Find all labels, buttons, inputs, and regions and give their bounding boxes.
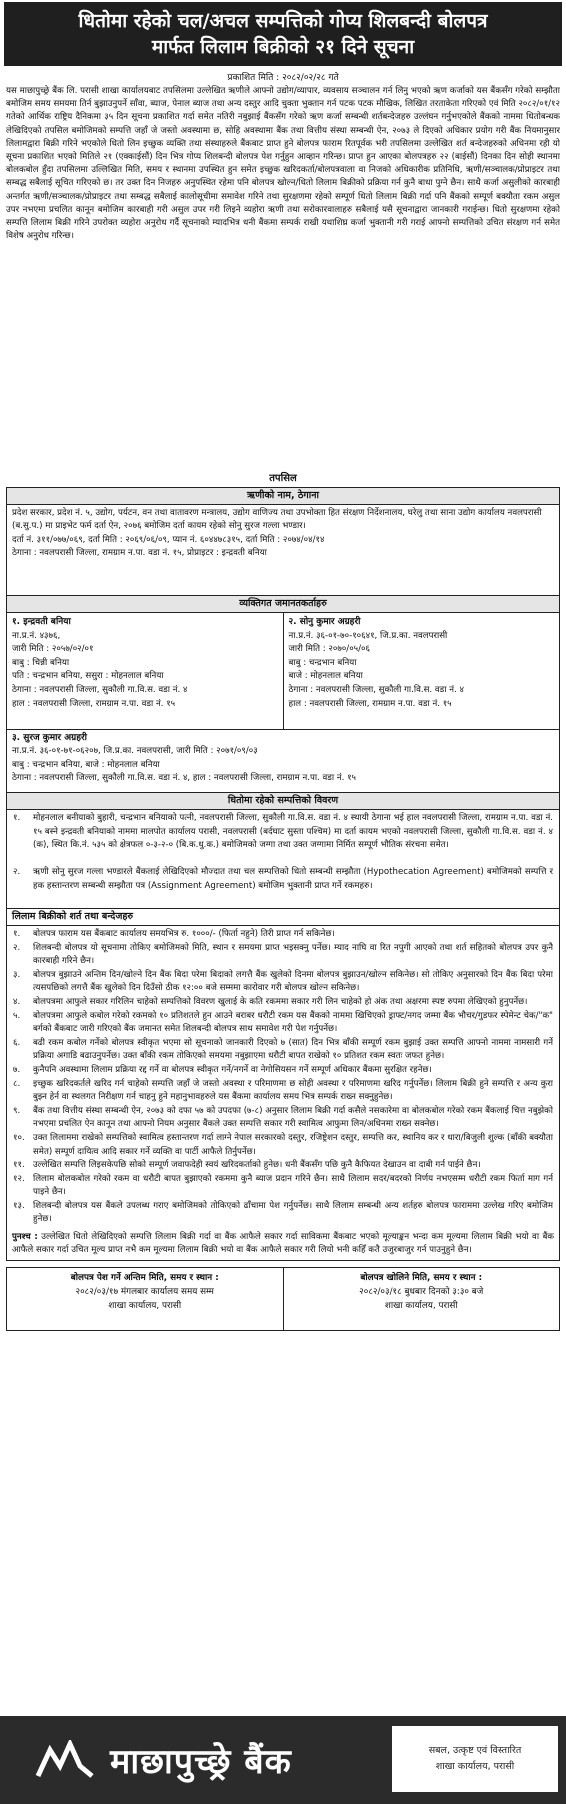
details-table (6, 487, 560, 1261)
item-text: उल्लेखित सम्पत्ति लिइसकेपछि सोको सम्पूर्ण जवाफदेही स्वयं खरिदकर्ताको हुनेछ। धनी बैंकसँग पछि कुनै कैफियत देखाउन वा दाबी गर्न पाईने छैन। (33, 1160, 481, 1171)
item-number: ५. (13, 1010, 21, 1021)
submission-deadline (7, 1268, 283, 1330)
notice-title (4, 2, 562, 66)
guarantor-2-line: जारी मिति : २०७०/०५/०६ (288, 644, 370, 655)
branch-office: शाखा कार्यालय, परासी (435, 1761, 515, 1772)
guarantor-3-name: ३. सुरज कुमार अग्रहरी (12, 733, 87, 743)
guarantor-3-line: बाबु : चन्द्रभान बनिया, बाजे : मोहनलाल बनिया (12, 759, 160, 770)
publish-date: प्रकाशित मिति : २०८२/०२/२८ गते (227, 73, 339, 83)
opening-date: २०८२/०३/१८ बुधबार दिनको ३:३० बजे (359, 1286, 484, 1297)
list-item (13, 1159, 553, 1173)
item-number: ८. (13, 1078, 21, 1089)
deadline-table (6, 1267, 560, 1331)
property-heading: धितोमा रहेको सम्पत्तिको विवरण (7, 792, 559, 810)
submission-date: २०८२/०३/१७ मंगलबार कार्यालय समय सम्म (75, 1286, 214, 1297)
bank-footer (0, 1716, 566, 1804)
list-item (13, 1010, 553, 1037)
slogan-box (392, 1726, 558, 1792)
borrower-registration: प्रदेश सरकार, प्रदेश नं. ५, उद्योग, पर्यटन, वन तथा वातावरण मन्त्रालय, उद्योग वाणिज्य तथा उपभोक्ता हित संरक्षण निर्देशनालय, घरेलु तथा साना उद्योग कार्यालय नवलपरासी (ब.सु.प.) मा प्राइभेट फर्म दर्ता ऐन, २०७६ बमोजिम दर्ता कायम रहेको सोनु सुरज गल्ला भण्डार। (12, 508, 542, 532)
guarantor-1-name: १. इन्द्रवती बनिया (12, 617, 71, 627)
item-text: बैंक तथा वित्तीय संस्था सम्बन्धी ऐन, २०७३ को दफा ५७ को उपदफा (७-८) अनुसार लिलाम बिक्री गर्दा कसैले नसकारेमा वा बोलकबोल गरेको रकम बैंकलाई चित्त नबुझेको नभएमा प्रचलित ऐन कानून तथा आफ्नो नियम अनुसार बैंकले उक्त सम्पत्ति सकार गरी स्वामित्व आफुमा लिन/अधिनमा राख्न सक्नेछ। (33, 1105, 553, 1130)
list-item (13, 996, 553, 1010)
item-text: बोलपत्रमा आफुले कबोल गरेको रकमको १० प्रतिशतले हुन आउने बराबर धरौटी रकम यस बैंकको नाममा खिचिएको ड्राफ्ट/नगद जम्मा बैंक भौचर/गुडफर स्पेमेन्ट चेक/"क" बर्गको बैंकबाट जारी गरिएको बैंक जमानत समेत शिलबन्दी बोलपत्र साथ समावेश गरी पेश गर्नुपर्नेछ। (33, 1010, 553, 1035)
guarantor-1-line: हाल : नवलपरासी जिल्ला, रामग्राम न.पा. वडा नं. १५ (12, 698, 176, 709)
item-number: १३. (13, 1200, 25, 1211)
borrower-details (7, 505, 559, 595)
guarantor-1-line: जारी मिति : २०५७/०२/०१ (12, 644, 94, 655)
item-number: १०. (13, 1132, 25, 1143)
item-text: बोलपत्र बुझाउने अन्तिम दिन/खोल्ने दिन बैंक बिदा परेमा बिदाको लगत्तै बैंक खुलेको दिनमा बोलपत्र बुझाउन/खोल्न सकिनेछ। सो तोकिए अनुसारको दिन बैंक बिदा परेमा त्यसपछिको लगत्तै बैंक खुलेको दिन दिउँसो ठीक १२:०० बजे सम्ममा कारोवार गरी बोलपत्र खोल्न सकिनेछ। (33, 969, 553, 994)
guarantor-2-name: २. सोनु कुमार अग्रहरी (288, 617, 361, 627)
item-number: ७. (13, 1064, 21, 1075)
list-item (13, 969, 553, 996)
conditions-list (7, 926, 559, 1229)
schedule-heading: तपसिल (269, 473, 297, 484)
list-item (13, 812, 553, 866)
guarantor-3-line: ना.प्र.नं. ३६-०१-७१-०६२०७, जि.प्र.का. नवलपरासी, जारी मिति : २०७१/०९/०३ (12, 746, 258, 757)
item-text: मोहनलाल बनीयाको बुहारी, चन्द्रभान बनियाको पत्नी, नवलपरासी जिल्ला, सुकौली गा.वि.स. वडा नं. ४ स्थायी ठेगाना भई हाल नवलपरासी जिल्ला, रामग्राम न.पा. वडा नं. १५ बस्ने इन्द्रवती बनियाको नाममा मालपोत कार्यालय परासी, नवलपरासी (बर्दघाट सुस्ता पश्चिम) मा दर्ता कायम भएको नवलपरासी जिल्ला, सुकौली गा.वि.स. वडा नं. ४ (क), स्थित कि.नं. ५३५ को क्षेत्रफल ०-३-२-० (बि.क.धु.क.) बमोजिमको जग्गा तथा उक्त जग्गामा निर्मित सम्पूर्ण भौतिक संरचना समेत। (33, 813, 553, 851)
title-line-1: धितोमा रहेको चल/अचल सम्पत्तिको गोप्य शिलबन्दी बोलपत्र (78, 10, 488, 32)
title-line-2: मार्फत लिलाम बिक्रीको २१ दिने सूचना (151, 36, 415, 58)
list-item (13, 1173, 553, 1200)
item-number: ९. (13, 1105, 21, 1116)
guarantor-1 (7, 613, 283, 729)
notice-page (0, 2, 566, 1804)
list-item (13, 1105, 553, 1132)
postscript-label: पुनश्च : (12, 1232, 38, 1243)
list-item (13, 1064, 553, 1078)
bank-slogan: सबल, उत्कृष्ट एवं विस्तारित (428, 1745, 522, 1756)
item-number: ३. (13, 969, 21, 980)
guarantor-2-line: हाल : नवलपरासी जिल्ला, रामग्राम न.पा. वडा नं. १५ (288, 698, 452, 709)
conditions-heading: लिलाम बिक्रीको शर्त तथा बन्देजहरु (7, 908, 559, 926)
item-text: शिलबन्दी बोलपत्र यस बैंकले उपलब्ध गराए बमोजिमको तोकिएको ढाँचामा पेश गर्नुपर्नेछ। साथै लिलाम सम्बन्धी अन्य शर्तहरु बोलपत्र फाराममा उल्लेख गरिए बमोजिम हुनेछ। (33, 1200, 553, 1225)
guarantor-1-line: ना.प्र.नं. ४३७६, (12, 630, 61, 641)
item-text: इच्छुक खरिदकर्तले खरिद गर्न चाहेको सम्पत्ति जहाँ जे जस्तो अवस्था र परिमाणमा छ सोही अवस्था र परिमाणमा खरिद गर्नुपर्नेछ। लिलाम बिक्री हुने सम्पत्ति र अन्य कुरा बुझ्न हेर्न वा स्थलगत निरीक्षण गर्न चाहनु हुने महानुभावहरुले यस बैंकमा कार्यालय समय भित्र सम्पर्क राख्न सक्नुहुनेछ। (33, 1078, 553, 1103)
item-number: २. (13, 867, 21, 877)
guarantor-2-line: ठेगाना : नवलपरासी जिल्ला, सुकौली गा.वि.स. वडा नं. ४ (288, 684, 464, 695)
opening-label: बोलपत्र खोलिने मिति, समय र स्थान : (360, 1272, 483, 1283)
guarantor-2 (283, 613, 560, 729)
borrower-reg-numbers: दर्ता नं. ३११/०७७/०६९, दर्ता मिति : २०६९/०६/०९, प्यान नं. ६०४४७८३१५, दर्ता मिति : २०७४/०४/१४ (12, 534, 325, 545)
machhapuchchhre-mountain-logo-icon (34, 1740, 96, 1780)
list-item (13, 942, 553, 969)
item-text: उक्त लिलाममा राखेको सम्पत्तिको स्वामित्व हस्तान्तरण गर्दा लाग्ने नेपाल सरकारको दस्तुर, रजिष्ट्रेशन दस्तुर, सम्पत्ति कर, स्थानिय कर र धारा/बिजुली शुल्क (बाँकी बक्यौता समेत) सम्पूर्ण दायित्व आदि सकार गर्ने व्यक्ति वा पार्टी आफैले तिर्नुपर्नेछ। (33, 1132, 553, 1157)
list-item (13, 866, 553, 906)
property-list (7, 810, 559, 908)
item-number: १. (13, 813, 21, 823)
postscript-note (7, 1229, 559, 1260)
list-item (13, 928, 553, 942)
property-section (7, 792, 559, 908)
guarantor-3 (7, 730, 559, 792)
guarantor-1-line: ठेगाना : नवलपरासी जिल्ला, सुकौली गा.वि.स. वडा नं. ४ (12, 684, 188, 695)
guarantors-row (7, 613, 559, 730)
item-number: १२. (13, 1173, 25, 1184)
intro-paragraph: यस माछापुच्छ्रे बैंक लि. परासी शाखा कार्यालयबाट तपसिलमा उल्लेखित ऋणीले आफ्नो उद्योग/व्यापार, व्यवसाय सञ्चालन गर्न लिनु भएको ऋण कर्जाको यस बैंकसँग गरेको सम्झौता बमोजिम समय समयमा तिर्न बुझाउनुपर्ने साँवा, ब्याज, पेनाल ब्याज तथा अन्य दस्तुर आदि चुक्ता भुक्तान गर्न पटक पटक मौखिक, लिखित तरताकेता गरिएको एवं मिति २०८२/०१/१२ गतेको आर्थिक राष्ट्रिय दैनिकमा ३५ दिन सूचना प्रकाशित गर्दा समेत नतिरी नबुझाई बैंकसँग गरेको ऋण कर्जा सम्बन्धी शर्तबन्देजहरु उल्लंघन गर्नुभएकोले बैंकको नाममा धितोबन्धक लेखिदिएको तपसिल बमोजिमको सम्पत्ति जहाँ जे जस्तो अवस्थामा छ, सोहि अवस्थामा बैंक तथा वित्तीय संस्था सम्बन्धी ऐन, २०७३ ले दिएको अधिकार प्रयोग गरी बैंक नियमानुसार लिलामद्वारा बिक्री गरिने भएकोले धितो लिन इच्छुक व्यक्ति तथा संस्थाहरुले बैंकबाट प्राप्त हुने बोलपत्र फाराम रितपूर्वक भरी तपसिलमा उल्लेखित शर्त बन्देजहरुको अधिनमा रही यो सूचना प्रकाशित भएको मितिले २१ (एक्काईसौं) दिन भित्र गोप्य शिलबन्दी बोलपत्र पेश गर्नुहुन आव्हान गरिन्छ। प्राप्त हुन आएका बोलपत्रहरु २२ (बाईसौं) दिनका दिन सोही स्थानमा बोलकबोल हुँदा तपसिलमा उल्लिखित मिति, समय र स्थानमा उपस्थित हुन समेत इच्छुक खरिदकर्ता/बोलपत्रवाला वा निजको अधिकारीक प्रतिनिधि, ऋणी/सञ्चालक/प्रोप्राइटर तथा सम्बद्ध सबैलाई सूचित गरिएको छ। तर उक्त दिन निजहरु अनुपस्थित रहेमा पनि बोलपत्र खोल्न/धितो लिलाम बिक्रीको प्रक्रिया गर्न कुनै बाधा पुग्ने छैन। साथै कर्जा असुलीको कारबाही अन्तर्गत ऋणी/सञ्चालक/प्रोप्राइटर तथा सम्बद्ध सबैलाई कालोसूचीमा समावेश गरिने तथा सुरक्षणमा रहेको सम्पूर्ण धितो लिलाम बिक्री गर्दा पनि बैंकको सम्पूर्ण बक्यौता रकम असुल उपर नभएमा प्रचलित कानून बमोजिम कारबाही गरी असुल उपर गरी लिइने व्यहोरा ऋणी तथा सरोकारवालाहरु सबैलाई यसै सूचनाद्वारा जानकारी गराईन्छ। धितो सुरक्षणमा रहेको सम्पत्ति लिलाम बिक्री गरिने उपरोक्त व्यहोरा अनुरोध गर्दै सूचनाको म्यादभित्र धनी बैंकमा सम्पर्क राखी यथाशिघ्र कर्जा भुक्तानी गरी गराई आफ्नो सम्पत्तिको उचित संरक्षण गर्न समेत विशेष अनुरोध गरिन्छ। (6, 86, 560, 242)
postscript-text: उल्लेखित धितो लेखिदिएको सम्पत्ति लिलाम बिक्री गर्दा वा बैंक आफैले सकार गर्दा साविकमा बैंकबाट भएको मूल्याङ्कन भन्दा कम मूल्यमा लिलाम बिक्री भयो वा बैंक आफैले सकार गर्दा उचित मूल्य प्राप्त नभै कम मूल्यमा लिलाम बिक्री भयो वा बैंक आफैले सकार गरी लियो भनी कहिँ कतै उजुरबाजुर गर्न पाउनुहुने छैन। (12, 1232, 554, 1256)
item-text: लिलाम बोलकबोल गरेको रकम वा धरौटी बापत बुझाएको रकममा कुनै ब्याज प्रदान गरिने छैन। साथै लिलाम सदर/बदरको निर्णय नभएसम्म धरौटी रकम फिर्ता माग गर्न पाइने छैन। (33, 1173, 553, 1198)
item-text: कुनैपनि अवस्थामा लिलाम प्रक्रिया रद्द गर्ने वा बोलपत्र स्वीकृत गर्ने/नगर्ने वा नेगोसियसन गर्ने सम्पूर्ण अधिकार बैंकमा सुरक्षित रहनेछ। (33, 1064, 432, 1075)
guarantor-1-line: बाबु : चिन्नी बनिया (12, 657, 70, 668)
item-text: शिलबन्दी बोलपत्र यो सूचनामा तोकिए बमोजिमको मिति, स्थान र समयमा प्राप्त भइसक्नु पर्नेछ। म्याद नाघि वा रित नपुगी आएको तथा शर्त सहितको बोलपत्र उपर कुनै कारबाही गरिने छैन। (33, 942, 553, 967)
submission-label: बोलपत्र पेश गर्ने अन्तिम मिति, समय र स्थान : (70, 1272, 219, 1283)
list-item (13, 1078, 553, 1105)
guarantor-3-line: ठेगाना : नवलपरासी जिल्ला, सुकौली गा.वि.स. वडा नं. ४, हाल : नवलपरासी जिल्ला, रामग्राम न.पा. वडा नं. १५ (12, 773, 357, 784)
item-text: बढी रकम कबोल गर्नेको बोलपत्र स्वीकृत भएमा सो सूचनाको जानकारी दिएको ७ (सात) दिन भित्र बाँकी सम्पूर्ण रकम बुझाई उक्त सम्पत्ति आफ्नो नाममा नामसारी गर्ने प्रक्रिया अगाडि बढाउनुपर्नेछ। उक्त बाँकी रकम तोकिएको समयमा नबुझाएमा धरौटी बापत राखेको १० प्रतिशत रकम स्वतः जफत हुनेछ। (33, 1037, 553, 1062)
borrower-address: ठेगाना : नवलपरासी जिल्ला, रामग्राम न.पा. वडा नं. १५, प्रोप्राइटर : इन्द्रवती बनिया (12, 548, 267, 559)
borrower-heading: ऋणीको नाम, ठेगाना (7, 488, 559, 505)
guarantors-heading: व्यक्तिगत जमानतकर्ताहरु (7, 595, 559, 613)
list-item (13, 1037, 553, 1064)
guarantor-2-line: बाबु : चन्द्रभान बनिया (288, 657, 357, 668)
guarantor-1-line: पति : चन्द्रभान बनिया, ससुरा : मोहनलाल बनिया (12, 671, 164, 682)
list-item (13, 1200, 553, 1227)
bank-name: माछापुच्छ्रे बैंक (110, 1742, 292, 1782)
item-number: २. (13, 942, 21, 953)
opening-place: शाखा कार्यालय, परासी (384, 1300, 458, 1311)
item-number: ६. (13, 1037, 21, 1048)
item-number: ११. (13, 1160, 25, 1171)
guarantor-2-line: ना.प्र.नं. ३६-०१-७०-१०६४१, जि.प्र.का. नवलपरासी (288, 630, 448, 641)
item-text: बोलपत्रमा आफुले सकार गरिलिन चाहेको सम्पत्तिको विवरण खुलाई के कति रकममा सकार गरी लिन चाहेको हो अंक तथा अक्षरमा स्पष्ट रुपमा लेखिएको हुनुपर्नेछ। (33, 996, 528, 1007)
guarantor-2-line: बाजे : मोहनलाल बनिया (288, 671, 363, 682)
item-text: बोलपत्र फाराम यस बैंकबाट कार्यालय समयभित्र रु. १०००/- (फिर्ता नहुने) तिरी प्राप्त गर्न सकिनेछ। (33, 929, 335, 939)
item-text: ऋणी सोनु सुरज गल्ला भण्डारले बैंकलाई लेखिदिएको मौज्दात तथा चल सम्पत्तिको धितो सम्बन्धी सम्झौता (Hypothecation Agreement) बमोजिमको सम्पत्ति र हक हस्तान्तरण सम्बन्धी सम्झौता पत्र (Assignment Agreement) बमोजिम भुक्तानी प्राप्त गर्ने रकमहरु। (33, 867, 553, 891)
opening-schedule (283, 1268, 560, 1330)
item-number: १. (13, 929, 21, 939)
item-number: ४. (13, 996, 21, 1007)
submission-place: शाखा कार्यालय, परासी (108, 1300, 182, 1311)
list-item (13, 1132, 553, 1159)
